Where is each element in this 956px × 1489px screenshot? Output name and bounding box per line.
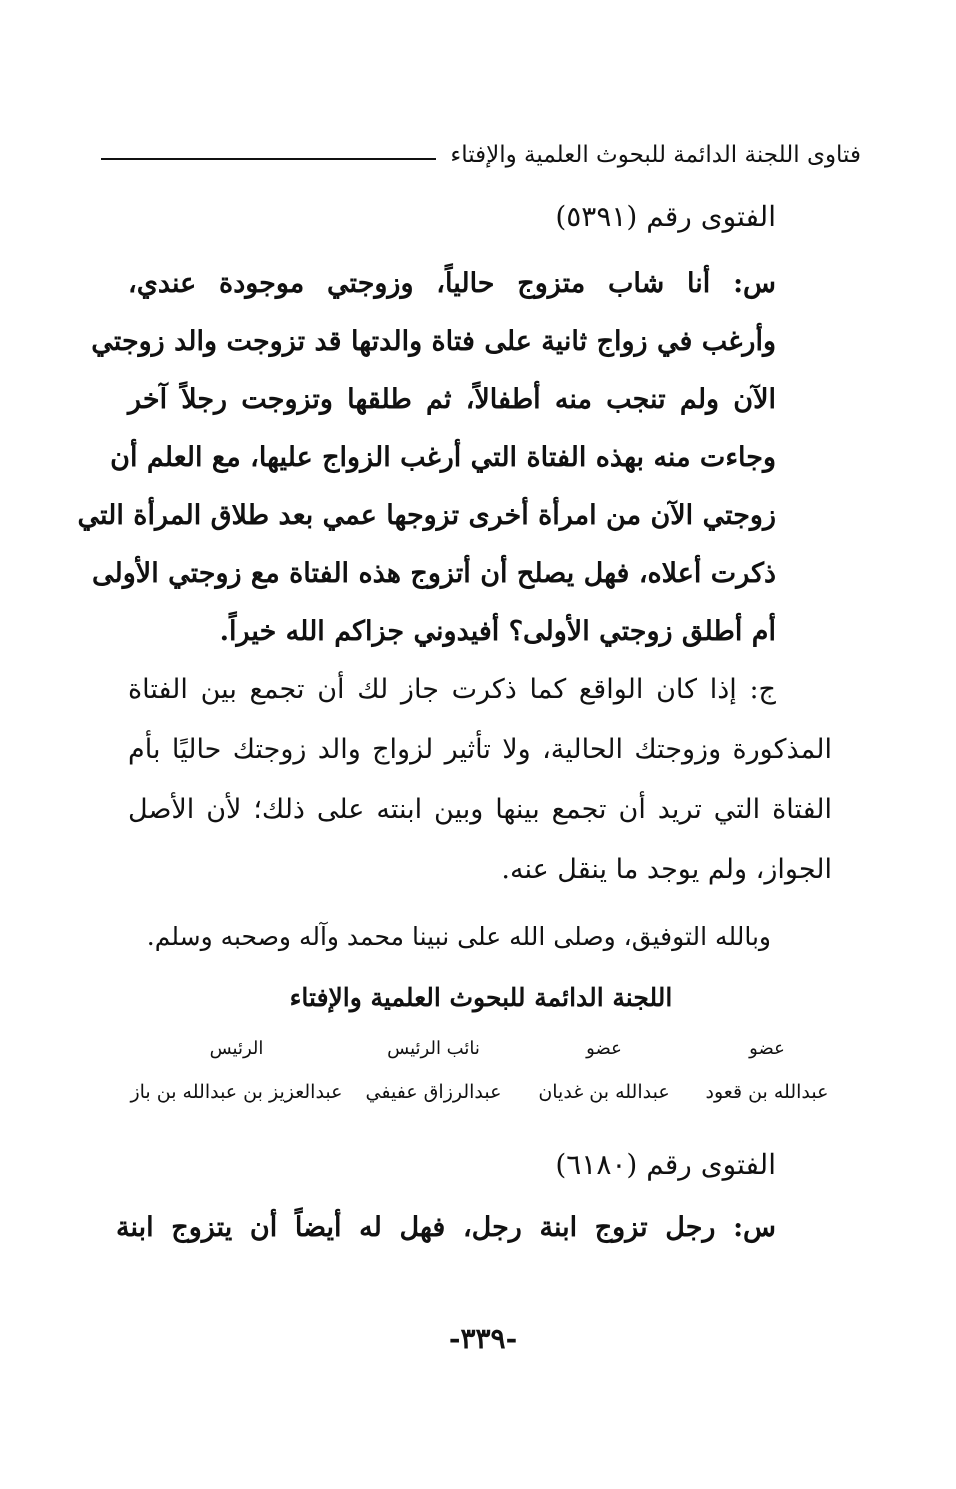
page-number: -٣٣٩- <box>448 1322 518 1355</box>
running-title: فتاوى اللجنة الدائمة للبحوث العلمية والإفتاء <box>450 142 861 168</box>
question-line: أم أطلق زوجتي الأولى؟ أفيدوني جزاكم الله خيراً. <box>219 616 776 647</box>
fatwa-heading: الفتوى رقم (٥٣٩١) <box>555 200 776 233</box>
question-line: وجاءت منه بهذه الفتاة التي أرغب الزواج عليها، مع العلم أن <box>110 442 776 473</box>
fatwa-heading: الفتوى رقم (٦١٨٠) <box>555 1148 776 1181</box>
signatory-role: نائب الرئيس <box>387 1038 480 1059</box>
signatory-name: عبدالرزاق عفيفي <box>365 1081 502 1103</box>
signatory-name: عبدالله بن قعود <box>705 1081 829 1103</box>
signatory-name: عبدالعزيز بن عبدالله بن باز <box>130 1081 343 1103</box>
question-line: ذكرت أعلاه، فهل يصلح أن أتزوج هذه الفتاة مع زوجتي الأولى <box>92 558 776 589</box>
answer-line: الجواز، ولم يوجد ما ينقل عنه. <box>501 854 832 885</box>
answer-line: الفتاة التي تريد أن تجمع بينها وبين ابنته على ذلك؛ لأن الأصل <box>128 794 832 825</box>
running-header <box>101 135 861 175</box>
committee-name: اللجنة الدائمة للبحوث العلمية والإفتاء <box>289 983 673 1012</box>
question-line: س: رجل تزوج ابنة رجل، فهل له أيضاً أن يتزوج ابنة <box>116 1212 776 1243</box>
signatory-role: الرئيس <box>209 1038 264 1059</box>
question-line: وأرغب في زواج ثانية على فتاة والدتها قد تزوجت والد زوجتي <box>91 326 776 357</box>
signatory <box>129 1038 344 1103</box>
signatory <box>702 1038 832 1103</box>
answer-line: المذكورة وزوجتك الحالية، ولا تأثير لزواج والد زوجتك حاليًا بأم <box>128 734 832 765</box>
closing-prayer: وبالله التوفيق، وصلى الله على نبينا محمد وآله وصحبه وسلم. <box>146 922 771 951</box>
signatory-role: عضو <box>586 1038 622 1059</box>
signatory-name: عبدالله بن غديان <box>538 1081 670 1103</box>
answer-line: ج: إذا كان الواقع كما ذكرت جاز لك أن تجمع بين الفتاة <box>128 674 776 705</box>
question-line: س: أنا شاب متزوج حالياً، وزوجتي موجودة عندي، <box>128 268 776 299</box>
question-line: زوجتي الآن من امرأة أخرى تزوجها عمي بعد طلاق المرأة التي <box>77 500 776 531</box>
header-rule <box>101 158 436 160</box>
signatory <box>351 1038 516 1103</box>
signatory-role: عضو <box>749 1038 785 1059</box>
question-line: الآن ولم تنجب منه أطفالاً، ثم طلقها وتزوجت رجلاً آخر <box>128 384 776 415</box>
signatory <box>529 1038 679 1103</box>
